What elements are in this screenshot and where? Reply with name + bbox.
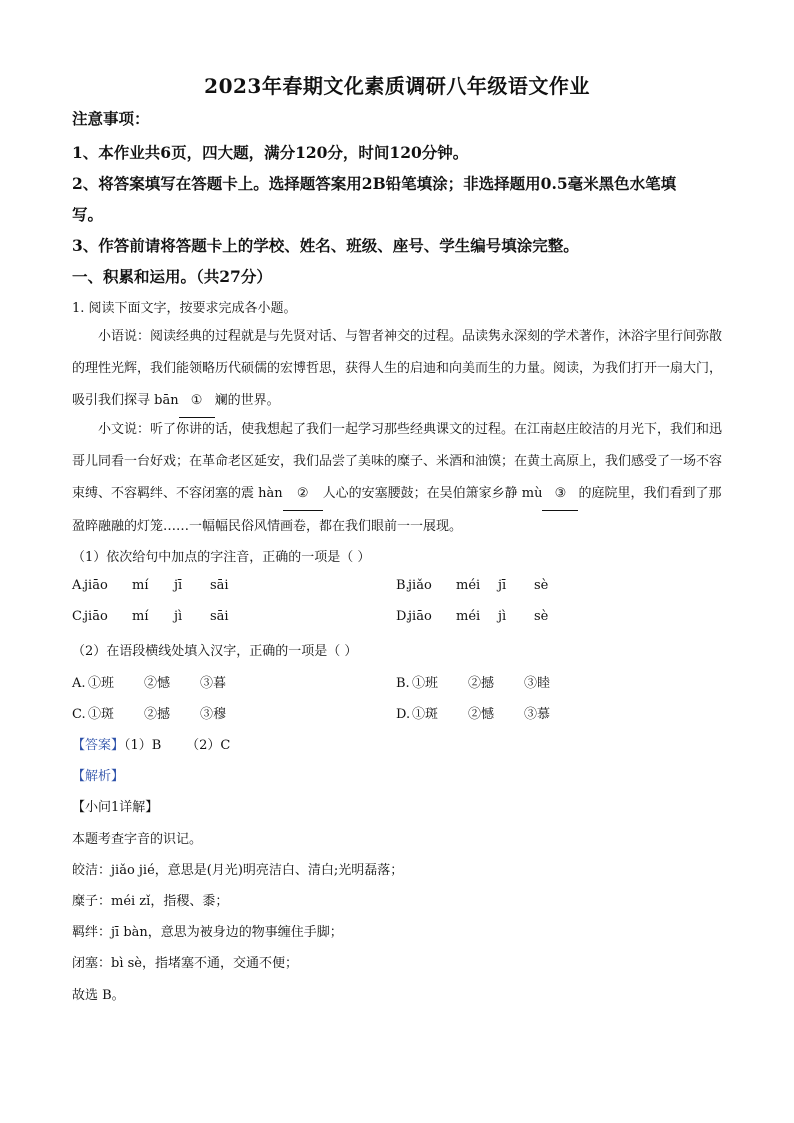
analysis-line: 糜子：méi zǐ，指稷、黍； — [72, 894, 229, 909]
notice-item: 2、将答案填写在答题卡上。选择题答案用2B铅笔填涂；非选择题用0.5毫米黑色水笔填 — [72, 174, 677, 193]
option-a: A.jiāo mí jī sāi — [72, 578, 229, 593]
analysis-line: 羁绊：jī bàn，意思为被身边的物事缠住手脚； — [72, 925, 343, 940]
option-a: A. ①班 ②憾 ③暮 — [72, 676, 227, 691]
notice-item: 写。 — [72, 205, 104, 224]
option-d: D. ①斑 ②憾 ③慕 — [396, 707, 551, 722]
blank-1: ① — [179, 385, 215, 418]
passage-text: 小语说：阅读经典的过程就是与先贤对话、与智者神交的过程。品读隽永深刻的学术著作，沐浴字里行间弥散的理性光辉，我们能领略历代硕儒的宏博哲思，获得人生的启迪和向美而生的力量。阅读，为我们打开一扇大门，吸引我们探寻 bān — [72, 329, 723, 408]
passage-text: 人心的安塞腰鼓；在吴伯箫家乡静 mù — [322, 486, 543, 501]
analysis-line: 故选 B。 — [72, 988, 125, 1003]
sub-question-2-stem: （2）在语段横线处填入汉字，正确的一项是（ ） — [72, 644, 358, 659]
analysis-line: 皎洁：jiǎo jié，意思是(月光)明亮洁白、清白;光明磊落； — [72, 863, 404, 878]
passage-text: 小文说：听了你讲的话，使我想起了我们一起学习那些经典课文的过程。在江南赵庄皎洁的月光下，我们和迅哥儿同看一台好戏；在革命老区延安，我们品尝了美味的糜子、米酒和油馍；在黄土高原上，我们感受了一场不容束缚、不容羁绊、不容闭塞的震 hàn — [72, 422, 723, 501]
answer-label: 【答案】 — [72, 738, 125, 753]
sub-question-1-stem: （1）依次给句中加点的字注音，正确的一项是（ ） — [72, 550, 371, 565]
analysis-label: 【解析】 — [72, 769, 125, 784]
option-c: C.jiāo mí jì sāi — [72, 609, 229, 624]
analysis-sub-label: 【小问1详解】 — [72, 800, 159, 815]
passage-paragraph-1 — [72, 321, 722, 418]
answer-line — [72, 734, 230, 753]
option-b: B.jiǎo méi jī sè — [396, 578, 549, 593]
notice-item: 3、作答前请将答题卡上的学校、姓名、班级、座号、学生编号填涂完整。 — [72, 236, 579, 255]
analysis-line: 本题考查字音的识记。 — [72, 832, 203, 847]
blank-2: ② — [283, 478, 323, 511]
page-title: 2023年春期文化素质调研八年级语文作业 — [204, 74, 590, 98]
answer-text: （1）B （2）C — [124, 738, 231, 753]
notice-item: 1、本作业共6页，四大题，满分120分，时间120分钟。 — [72, 143, 469, 162]
blank-3: ③ — [542, 478, 578, 511]
question-stem: 1. 阅读下面文字，按要求完成各小题。 — [72, 301, 297, 316]
section-heading: 一、积累和运用。（共27分） — [72, 267, 272, 286]
option-c: C. ①斑 ②撼 ③穆 — [72, 707, 227, 722]
passage-text: 的庭院里，我们看到了那盈睟融融的灯笼……一幅幅民俗风情画卷，都在我们眼前一一展现。 — [72, 486, 722, 534]
option-b: B. ①班 ②撼 ③睦 — [396, 676, 551, 691]
option-d: D.jiāo méi jì sè — [396, 609, 549, 624]
analysis-line: 闭塞：bì sè，指堵塞不通，交通不便； — [72, 956, 298, 971]
notice-heading: 注意事项： — [72, 109, 150, 128]
passage-text: 斓的世界。 — [214, 393, 280, 408]
passage-paragraph-2 — [72, 414, 722, 543]
